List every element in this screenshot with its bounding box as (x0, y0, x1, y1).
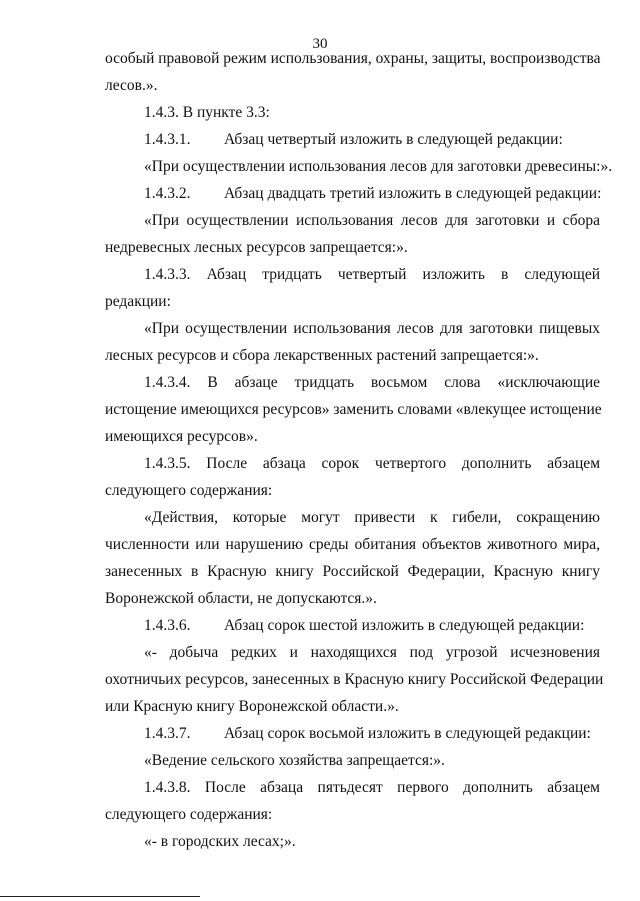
text-line (144, 722, 600, 746)
text-line (105, 236, 600, 260)
line-text: Абзац двадцать третий изложить в следующей редакции: (224, 185, 602, 202)
text-line (144, 182, 600, 206)
line-text: 1.4.3.3. Абзац тридцать четвертый изложить в следующей (144, 266, 600, 283)
text-line (144, 506, 600, 530)
text-line (105, 398, 600, 422)
line-text: 1.4.3.4. В абзаце тридцать восьмом слова «исключающие (144, 374, 600, 391)
text-line (105, 668, 604, 692)
line-text: особый правовой режим использования, охраны, защиты, воспроизводства (105, 50, 601, 67)
text-line (105, 803, 600, 827)
text-line (144, 641, 600, 665)
line-text: недревесных лесных ресурсов запрещается:». (105, 239, 408, 256)
line-text: Абзац четвертый изложить в следующей редакции: (224, 131, 563, 148)
text-line (144, 317, 600, 341)
text-line (144, 776, 600, 800)
line-text: Абзац сорок восьмой изложить в следующей редакции: (224, 725, 591, 742)
text-line (105, 290, 600, 314)
text-line (105, 560, 600, 584)
text-line (105, 74, 600, 98)
text-line (105, 344, 600, 368)
line-text: лесных ресурсов и сбора лекарственных растений запрещается:». (105, 347, 539, 364)
line-text: или Красную книгу Воронежской области.». (105, 698, 399, 715)
text-line (144, 155, 613, 179)
line-text: редакции: (105, 293, 171, 310)
text-line (144, 209, 600, 233)
text-line (144, 101, 600, 125)
line-text: «Действия, которые могут привести к гибели, сокращению (144, 509, 600, 526)
text-line (105, 533, 600, 557)
text-line (105, 47, 600, 71)
line-text: 1.4.3.5. После абзаца сорок четвертого дополнить абзацем (144, 455, 600, 472)
text-line (144, 749, 600, 773)
line-text: «- в городских лесах;». (144, 833, 296, 850)
line-text: охотничьих ресурсов, занесенных в Красную книгу Российской Федерации (105, 671, 604, 688)
clause-number: 1.4.3.6. (144, 617, 191, 634)
clause-number: 1.4.3.7. (144, 725, 191, 742)
text-line (144, 128, 600, 152)
page-number: 30 (312, 36, 328, 52)
clause-number: 1.4.3.1. (144, 131, 191, 148)
text-line (144, 263, 600, 287)
text-line (144, 452, 600, 476)
text-line (105, 587, 600, 611)
text-line (144, 830, 600, 854)
line-text: лесов.». (105, 77, 158, 94)
line-text: следующего содержания: (105, 806, 273, 823)
line-text: следующего содержания: (105, 482, 273, 499)
footnote-rule (0, 896, 200, 897)
line-text: «При осуществлении использования лесов для заготовки и сбора (144, 212, 600, 229)
line-text: занесенных в Красную книгу Российской Федерации, Красную книгу (105, 563, 600, 580)
text-line (105, 479, 600, 503)
line-text: 1.4.3.8. После абзаца пятьдесят первого дополнить абзацем (144, 779, 600, 796)
text-line (105, 695, 600, 719)
line-text: «- добыча редких и находящихся под угрозой исчезновения (144, 644, 600, 661)
line-text: «При осуществлении использования лесов для заготовки пищевых (144, 320, 600, 337)
line-text: имеющихся ресурсов». (105, 428, 258, 445)
line-text: «Ведение сельского хозяйства запрещается:». (144, 752, 445, 769)
line-text: численности или нарушению среды обитания объектов животного мира, (105, 536, 600, 553)
text-line (144, 614, 600, 638)
line-text: 1.4.3. В пункте 3.3: (144, 104, 270, 121)
text-line (144, 371, 600, 395)
line-text: «При осуществлении использования лесов для заготовки древесины:». (144, 158, 613, 175)
text-line (105, 425, 600, 449)
line-text: истощение имеющихся ресурсов» заменить словами «влекущее истощение (105, 401, 602, 418)
line-text: Воронежской области, не допускаются.». (105, 590, 377, 607)
line-text: Абзац сорок шестой изложить в следующей редакции: (224, 617, 585, 634)
clause-number: 1.4.3.2. (144, 185, 191, 202)
